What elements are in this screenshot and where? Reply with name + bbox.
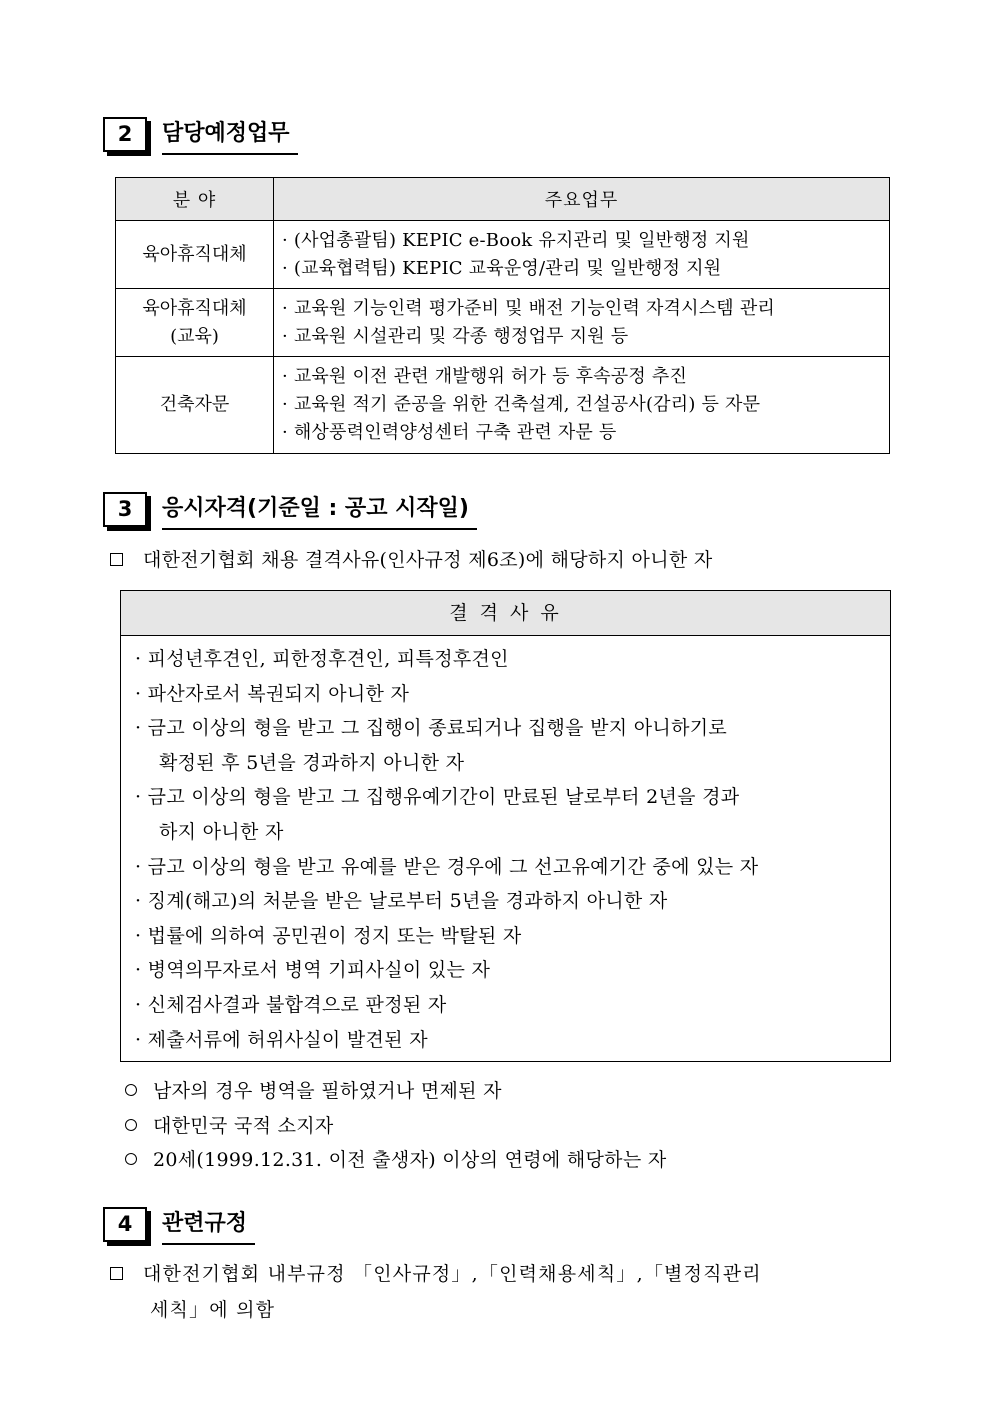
list-item: · 금고 이상의 형을 받고 그 집행이 종료되거나 집행을 받지 아니하기로 xyxy=(135,717,728,740)
duty-table-header-row xyxy=(116,178,890,221)
duty-header-details: 주요업무 xyxy=(274,178,890,221)
section-2-number: 2 xyxy=(103,117,147,152)
section-4-text-cont: 세칙」에 의함 xyxy=(150,1299,276,1321)
extra-condition xyxy=(125,1145,666,1172)
list-item: · 제출서류에 허위사실이 발견된 자 xyxy=(135,1028,428,1051)
duty-detail-line: · 해상풍력인력양성센터 구축 관련 자문 등 xyxy=(282,422,617,443)
duty-detail-line: · 교육원 기능인력 평가준비 및 배전 기능인력 자격시스템 관리 xyxy=(282,297,775,319)
section-4-number: 4 xyxy=(103,1207,147,1242)
duty-details xyxy=(274,357,890,454)
duty-category xyxy=(116,221,274,289)
duty-detail-line: · (사업총괄팀) KEPIC e-Book 유지관리 및 일반행정 지원 xyxy=(282,229,750,251)
section-2-title: 담당예정업무 xyxy=(162,117,298,155)
duty-category xyxy=(116,357,274,454)
list-item: · 금고 이상의 형을 받고 그 집행유예기간이 만료된 날로부터 2년을 경과 xyxy=(135,786,740,809)
section-3-intro xyxy=(110,545,713,572)
table-row xyxy=(116,289,890,357)
duty-category-label: 건축자문 xyxy=(159,394,230,415)
extra-condition xyxy=(125,1111,334,1138)
duty-category xyxy=(116,289,274,357)
extra-condition-text: 20세(1999.12.31. 이전 출생자) 이상의 연령에 해당하는 자 xyxy=(153,1149,667,1171)
duty-details xyxy=(274,289,890,357)
duty-table xyxy=(115,177,890,454)
duty-detail-line: · 교육원 이전 관련 개발행위 허가 등 후속공정 추진 xyxy=(282,366,688,387)
checkbox-square-icon xyxy=(110,553,123,566)
list-item-continuation: 확정된 후 5년을 경과하지 아니한 자 xyxy=(159,751,465,774)
list-item: · 금고 이상의 형을 받고 유예를 받은 경우에 그 선고유예기간 중에 있는 자 xyxy=(135,855,759,878)
table-row xyxy=(116,357,890,454)
extra-condition-text: 남자의 경우 병역을 필하였거나 면제된 자 xyxy=(153,1080,502,1102)
duty-category-label: 육아휴직대체 xyxy=(142,243,247,265)
section-3-title: 응시자격(기준일 : 공고 시작일) xyxy=(162,492,477,530)
list-item: · 신체검사결과 불합격으로 판정된 자 xyxy=(135,993,447,1016)
list-item: · 병역의무자로서 병역 기피사실이 있는 자 xyxy=(135,959,491,982)
duty-detail-line: · 교육원 시설관리 및 각종 행정업무 지원 등 xyxy=(282,325,629,347)
duty-detail-line: · (교육협력팀) KEPIC 교육운영/관리 및 일반행정 지원 xyxy=(282,257,722,279)
list-item: · 징계(해고)의 처분을 받은 날로부터 5년을 경과하지 아니한 자 xyxy=(135,890,668,913)
duty-details xyxy=(274,221,890,289)
extra-condition xyxy=(125,1076,502,1103)
section-4-title: 관련규정 xyxy=(162,1207,255,1245)
section-3-intro-text: 대한전기협회 채용 결격사유(인사규정 제6조)에 해당하지 아니한 자 xyxy=(143,549,713,571)
list-item: · 피성년후견인, 피한정후견인, 피특정후견인 xyxy=(135,648,509,670)
list-item-continuation: 하지 아니한 자 xyxy=(159,820,284,843)
section-3-number: 3 xyxy=(103,492,147,527)
section-4-text xyxy=(110,1259,762,1286)
checkbox-square-icon xyxy=(110,1267,123,1280)
disqualification-list xyxy=(121,636,890,1057)
extra-condition-text: 대한민국 국적 소지자 xyxy=(153,1115,334,1137)
list-item: · 파산자로서 복권되지 아니한 자 xyxy=(135,682,410,705)
section-4-line-1: 대한전기협회 내부규정 「인사규정」,「인력채용세칙」,「별정직관리 xyxy=(143,1263,762,1285)
disqualification-title: 결 격 사 유 xyxy=(121,591,890,636)
duty-detail-line: · 교육원 적기 준공을 위한 건축설계, 건설공사(감리) 등 자문 xyxy=(282,394,761,415)
duty-category-label: 육아휴직대체 xyxy=(142,297,247,319)
list-item: · 법률에 의하여 공민권이 정지 또는 박탈된 자 xyxy=(135,924,522,947)
duty-category-sub: (교육) xyxy=(170,325,219,347)
disqualification-box xyxy=(120,590,891,1062)
circle-bullet-icon xyxy=(125,1119,137,1131)
duty-header-category: 분 야 xyxy=(116,178,274,221)
circle-bullet-icon xyxy=(125,1153,137,1165)
table-row xyxy=(116,221,890,289)
circle-bullet-icon xyxy=(125,1084,137,1096)
